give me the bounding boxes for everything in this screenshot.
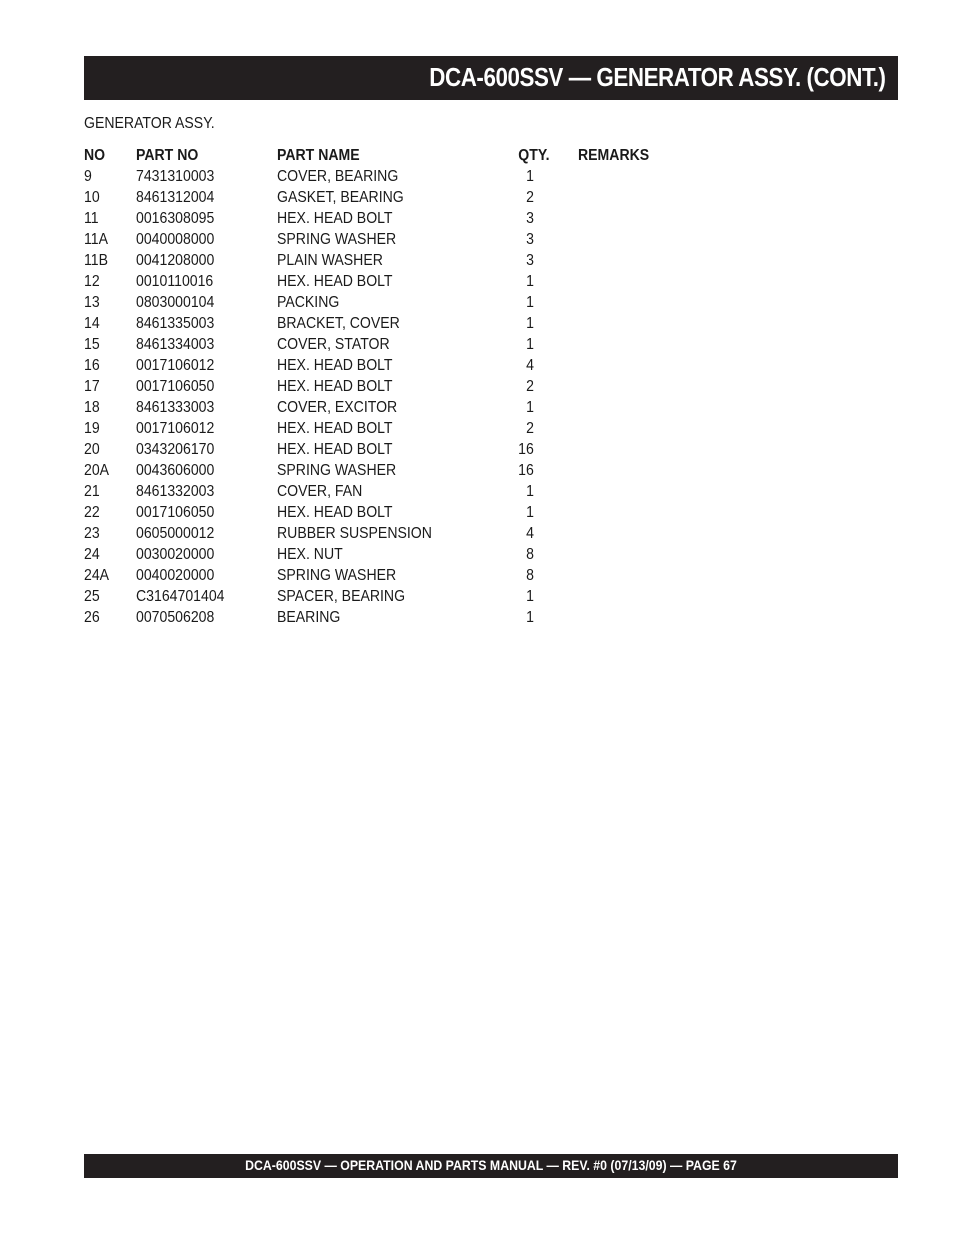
cell-remarks <box>550 292 724 313</box>
cell-part-name: COVER, EXCITOR <box>276 399 397 416</box>
cell-part-name: SPRING WASHER <box>276 567 396 584</box>
cell-no: 17 <box>84 378 100 395</box>
table-row <box>84 313 724 334</box>
cell-part-no: 0803000104 <box>136 294 215 311</box>
cell-part-no: 0070506208 <box>136 609 215 626</box>
cell-part-no: 0605000012 <box>136 525 215 542</box>
cell-part-name: HEX. NUT <box>276 546 343 563</box>
cell-part-name: HEX. HEAD BOLT <box>276 378 393 395</box>
page-title: DCA-600SSV — GENERATOR ASSY. (CONT.) <box>429 62 886 92</box>
cell-qty: 4 <box>525 357 534 374</box>
table-row <box>84 439 724 460</box>
column-header-qty: QTY. <box>518 147 550 164</box>
cell-no: 20 <box>84 441 100 458</box>
parts-table <box>84 145 724 628</box>
cell-no: 21 <box>84 483 100 500</box>
table-row <box>84 544 724 565</box>
cell-qty: 1 <box>525 399 534 416</box>
cell-qty: 8 <box>525 567 534 584</box>
table-row <box>84 502 724 523</box>
cell-no: 10 <box>84 189 100 206</box>
table-row <box>84 481 724 502</box>
cell-part-no: 8461332003 <box>136 483 215 500</box>
table-row <box>84 271 724 292</box>
cell-no: 9 <box>84 168 92 185</box>
cell-part-no: 8461334003 <box>136 336 215 353</box>
cell-no: 14 <box>84 315 100 332</box>
cell-part-name: RUBBER SUSPENSION <box>276 525 432 542</box>
cell-part-name: HEX. HEAD BOLT <box>276 504 393 521</box>
cell-part-name: PLAIN WASHER <box>276 252 383 269</box>
cell-remarks <box>550 544 724 565</box>
table-header-row <box>84 145 724 166</box>
cell-remarks <box>550 481 724 502</box>
cell-part-name: COVER, STATOR <box>276 336 390 353</box>
column-header-no: NO <box>84 147 106 164</box>
cell-remarks <box>550 502 724 523</box>
page-footer <box>84 1154 898 1178</box>
cell-part-name: GASKET, BEARING <box>276 189 404 206</box>
cell-part-name: HEX. HEAD BOLT <box>276 357 393 374</box>
cell-part-name: SPRING WASHER <box>276 231 396 248</box>
column-header-part-no: PART NO <box>136 147 199 164</box>
cell-remarks <box>550 313 724 334</box>
cell-part-name: PACKING <box>276 294 339 311</box>
cell-part-name: COVER, BEARING <box>276 168 398 185</box>
cell-part-name: SPRING WASHER <box>276 462 396 479</box>
cell-qty: 1 <box>525 588 534 605</box>
cell-qty: 16 <box>517 441 534 458</box>
table-row <box>84 586 724 607</box>
cell-remarks <box>550 397 724 418</box>
cell-remarks <box>550 334 724 355</box>
cell-remarks <box>550 586 724 607</box>
cell-part-name: HEX. HEAD BOLT <box>276 273 393 290</box>
cell-part-no: 0017106050 <box>136 504 215 521</box>
cell-no: 22 <box>84 504 100 521</box>
cell-part-no: 0030020000 <box>136 546 215 563</box>
cell-part-no: 8461335003 <box>136 315 215 332</box>
cell-part-no: 8461333003 <box>136 399 215 416</box>
table-row <box>84 565 724 586</box>
cell-qty: 1 <box>525 168 534 185</box>
table-row <box>84 187 724 208</box>
cell-no: 11 <box>84 210 99 227</box>
cell-no: 16 <box>84 357 100 374</box>
cell-remarks <box>550 208 724 229</box>
cell-qty: 3 <box>525 231 534 248</box>
cell-remarks <box>550 250 724 271</box>
table-row <box>84 292 724 313</box>
cell-part-no: 0041208000 <box>136 252 215 269</box>
column-header-remarks: REMARKS <box>577 147 649 164</box>
cell-qty: 3 <box>525 252 534 269</box>
cell-qty: 1 <box>525 336 534 353</box>
table-row <box>84 355 724 376</box>
cell-no: 23 <box>84 525 100 542</box>
cell-part-no: 0010110016 <box>136 273 214 290</box>
table-row <box>84 334 724 355</box>
cell-remarks <box>550 439 724 460</box>
cell-remarks <box>550 607 724 628</box>
cell-no: 26 <box>84 609 100 626</box>
cell-part-no: 0016308095 <box>136 210 215 227</box>
cell-no: 11A <box>84 231 109 248</box>
cell-part-no: C3164701404 <box>136 588 225 605</box>
cell-part-name: HEX. HEAD BOLT <box>276 441 393 458</box>
cell-qty: 1 <box>525 504 534 521</box>
table-row <box>84 523 724 544</box>
table-row <box>84 166 724 187</box>
cell-remarks <box>550 271 724 292</box>
cell-qty: 1 <box>525 315 534 332</box>
cell-part-name: HEX. HEAD BOLT <box>276 210 393 227</box>
cell-remarks <box>550 355 724 376</box>
cell-qty: 2 <box>525 378 534 395</box>
cell-remarks <box>550 376 724 397</box>
cell-no: 11B <box>84 252 109 269</box>
section-label: GENERATOR ASSY. <box>84 115 215 132</box>
cell-no: 12 <box>84 273 100 290</box>
cell-qty: 1 <box>525 609 534 626</box>
table-row <box>84 418 724 439</box>
cell-part-no: 0343206170 <box>136 441 215 458</box>
cell-part-no: 0017106050 <box>136 378 215 395</box>
cell-part-no: 0017106012 <box>136 420 215 437</box>
cell-remarks <box>550 565 724 586</box>
cell-qty: 1 <box>525 294 534 311</box>
cell-remarks <box>550 187 724 208</box>
cell-part-name: COVER, FAN <box>276 483 362 500</box>
cell-part-no: 8461312004 <box>136 189 215 206</box>
cell-qty: 2 <box>525 189 534 206</box>
table-row <box>84 460 724 481</box>
cell-qty: 3 <box>525 210 534 227</box>
table-row <box>84 229 724 250</box>
cell-remarks <box>550 229 724 250</box>
cell-qty: 4 <box>525 525 534 542</box>
table-row <box>84 376 724 397</box>
cell-qty: 1 <box>525 273 534 290</box>
cell-qty: 16 <box>517 462 534 479</box>
cell-remarks <box>550 418 724 439</box>
cell-no: 13 <box>84 294 100 311</box>
table-row <box>84 250 724 271</box>
cell-part-name: BRACKET, COVER <box>276 315 400 332</box>
cell-part-name: SPACER, BEARING <box>276 588 405 605</box>
cell-qty: 8 <box>525 546 534 563</box>
cell-remarks <box>550 166 724 187</box>
cell-no: 24A <box>84 567 110 584</box>
cell-part-no: 0043606000 <box>136 462 215 479</box>
cell-part-no: 0040020000 <box>136 567 215 584</box>
cell-part-no: 0040008000 <box>136 231 215 248</box>
cell-qty: 1 <box>525 483 534 500</box>
cell-no: 19 <box>84 420 100 437</box>
footer-text: DCA-600SSV — OPERATION AND PARTS MANUAL — REV. #0 (07/13/09) — PAGE 67 <box>245 1157 737 1173</box>
page-header <box>84 56 898 100</box>
cell-remarks <box>550 460 724 481</box>
cell-part-name: HEX. HEAD BOLT <box>276 420 393 437</box>
table-row <box>84 397 724 418</box>
cell-qty: 2 <box>525 420 534 437</box>
column-header-part-name: PART NAME <box>276 147 360 164</box>
cell-part-name: BEARING <box>276 609 341 626</box>
table-row <box>84 208 724 229</box>
cell-part-no: 0017106012 <box>136 357 215 374</box>
cell-no: 20A <box>84 462 110 479</box>
table-row <box>84 607 724 628</box>
cell-remarks <box>550 523 724 544</box>
cell-no: 24 <box>84 546 100 563</box>
cell-part-no: 7431310003 <box>136 168 215 185</box>
cell-no: 18 <box>84 399 100 416</box>
parts-table-body <box>84 166 724 628</box>
cell-no: 15 <box>84 336 100 353</box>
cell-no: 25 <box>84 588 100 605</box>
